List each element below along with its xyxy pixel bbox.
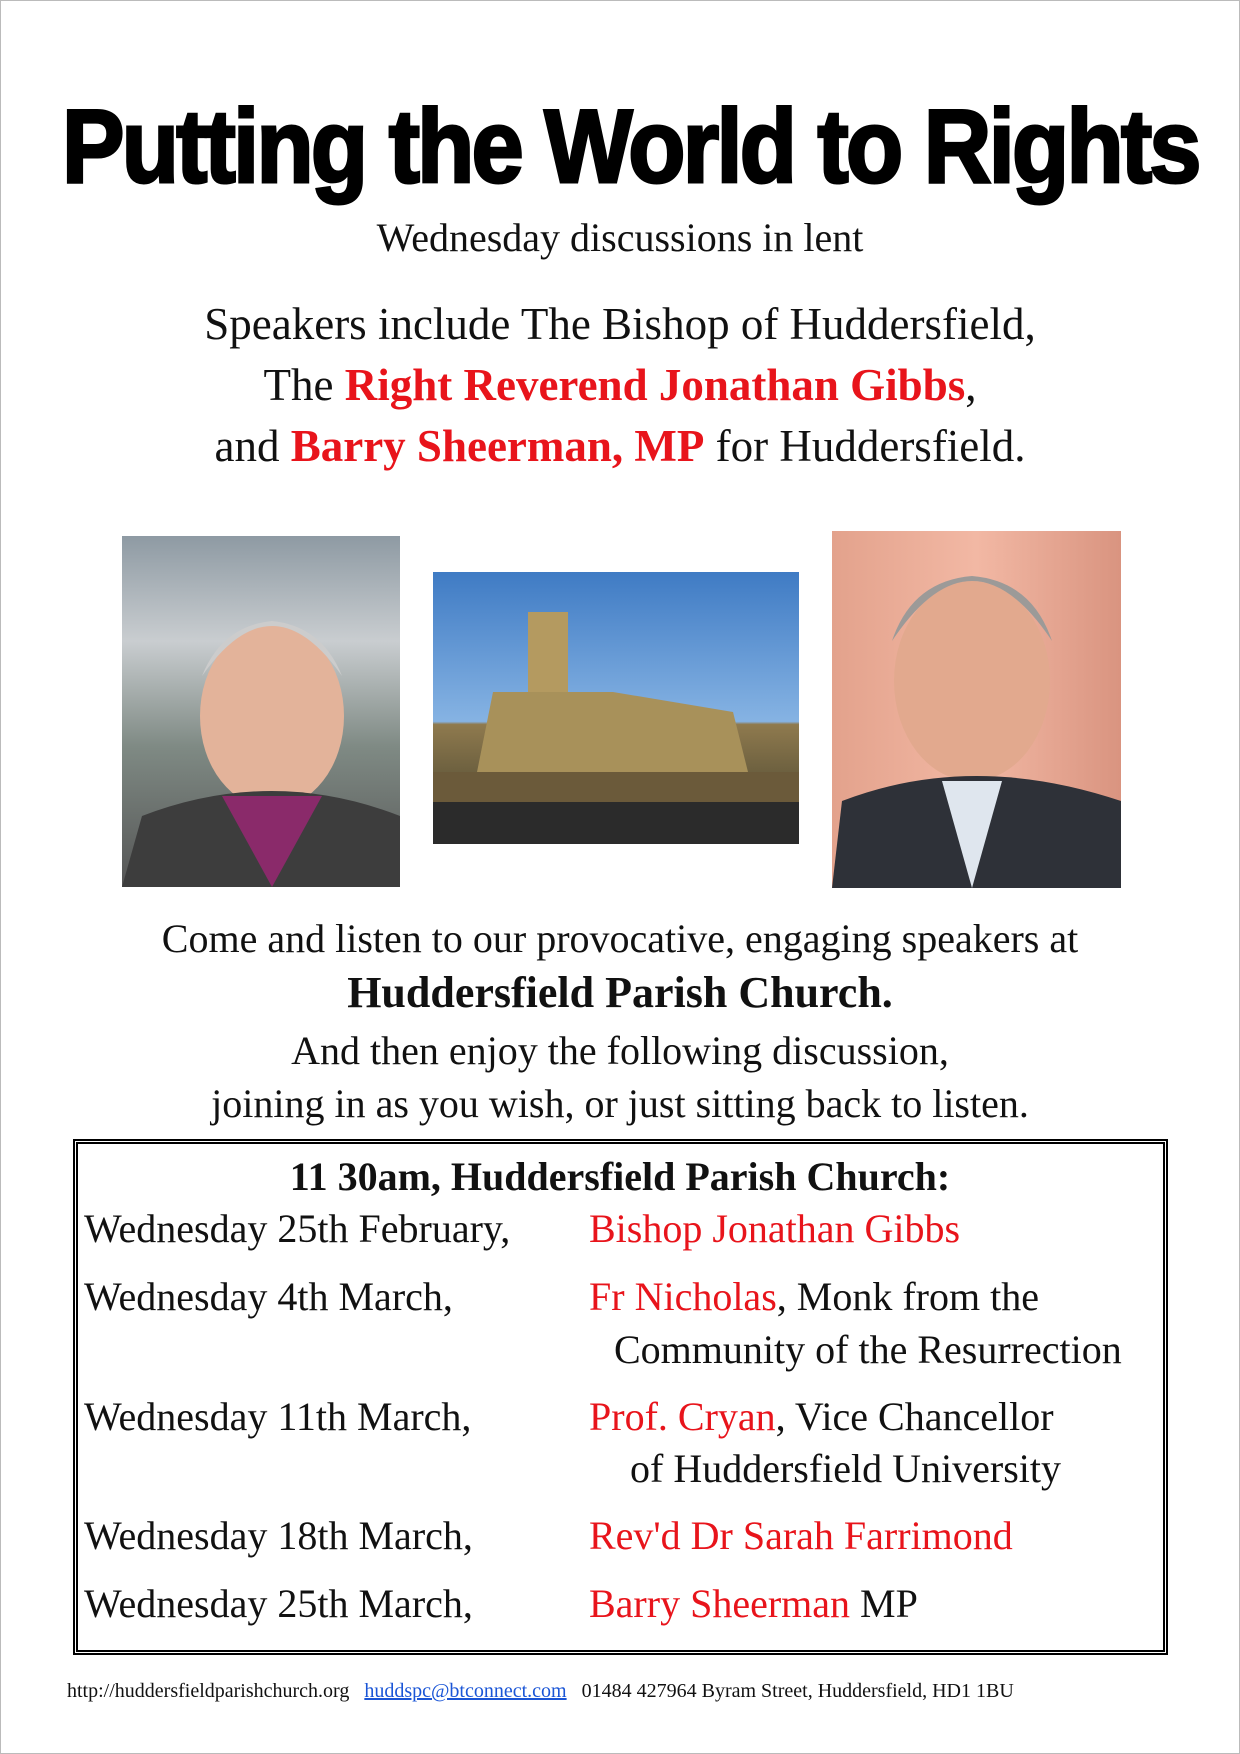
schedule-date: Wednesday 25th March, — [84, 1581, 473, 1626]
schedule-speaker — [589, 1205, 960, 1252]
sheerman-photo — [832, 531, 1121, 888]
schedule-speaker — [589, 1580, 918, 1627]
speakers-line-2 — [0, 359, 1240, 411]
website-link[interactable]: http://huddersfieldparishchurch.org — [67, 1680, 350, 1702]
invite-line-3: And then enjoy the following discussion, — [291, 1028, 949, 1073]
poster-title: Putting the World to Rights — [62, 89, 1199, 205]
speaker-detail: , Vice Chancellor — [775, 1394, 1054, 1439]
schedule-speaker — [589, 1512, 1013, 1559]
speaker-detail-continued: of Huddersfield University — [630, 1446, 1062, 1491]
invite-line-4: joining in as you wish, or just sitting back to listen. — [211, 1081, 1029, 1126]
email-link[interactable]: huddspc@btconnect.com — [364, 1680, 567, 1702]
speaker-name: Barry Sheerman — [589, 1581, 851, 1626]
speaker-name-gibbs: Right Reverend Jonathan Gibbs — [344, 360, 966, 410]
footer — [67, 1680, 1014, 1703]
text: , — [965, 360, 977, 410]
contact-info: 01484 427964 Byram Street, Huddersfield, HD1 1BU — [581, 1680, 1014, 1702]
schedule-date: Wednesday 11th March, — [84, 1394, 472, 1439]
speaker-name: Bishop Jonathan Gibbs — [589, 1206, 961, 1251]
schedule-date: Wednesday 4th March, — [84, 1274, 453, 1319]
speaker-name-sheerman: Barry Sheerman, MP — [290, 421, 705, 471]
schedule-date: Wednesday 25th February, — [84, 1206, 511, 1251]
schedule-speaker — [589, 1393, 1054, 1440]
speaker-detail-continued: Community of the Resurrection — [614, 1327, 1122, 1372]
speakers-line-1: Speakers include The Bishop of Huddersfield, — [204, 299, 1036, 349]
speaker-name: Rev'd Dr Sarah Farrimond — [589, 1513, 1013, 1558]
speaker-detail: MP — [850, 1581, 918, 1626]
schedule-speaker — [589, 1273, 1039, 1320]
venue-name: Huddersfield Parish Church. — [347, 968, 893, 1017]
bishop-photo — [122, 536, 400, 887]
text: for Huddersfield. — [704, 421, 1026, 471]
schedule-header: 11 30am, Huddersfield Parish Church: — [289, 1154, 951, 1199]
speaker-name: Fr Nicholas — [589, 1274, 777, 1319]
speakers-line-3 — [0, 420, 1240, 472]
subtitle: Wednesday discussions in lent — [376, 215, 864, 260]
invite-line-1: Come and listen to our provocative, engaging speakers at — [161, 916, 1079, 961]
church-photo — [433, 572, 799, 844]
text: and — [214, 421, 291, 471]
speaker-name: Prof. Cryan — [589, 1394, 776, 1439]
text: The — [263, 360, 345, 410]
schedule-date: Wednesday 18th March, — [84, 1513, 473, 1558]
speaker-detail: , Monk from the — [776, 1274, 1039, 1319]
